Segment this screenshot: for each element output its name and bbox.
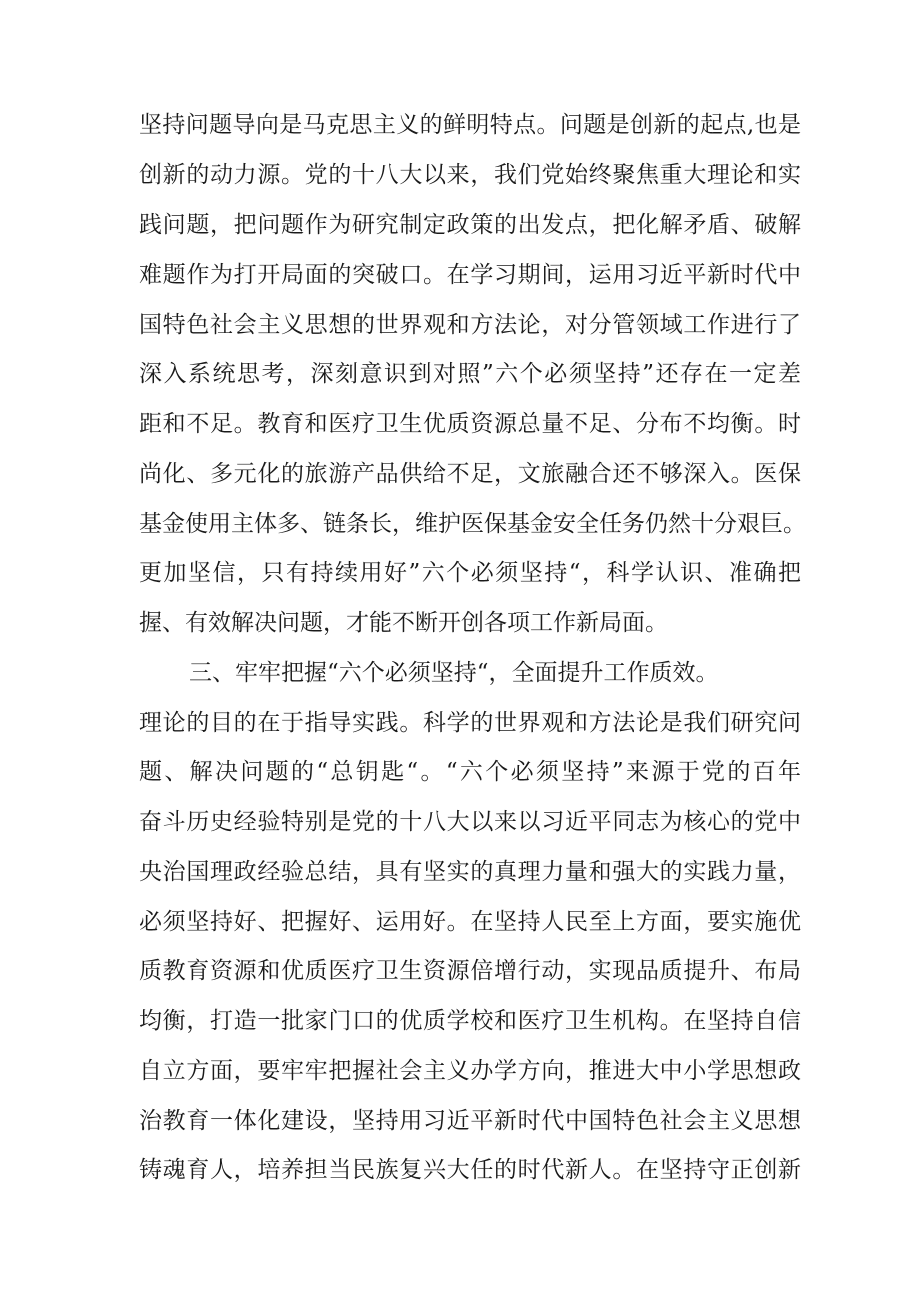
text-line-16: 央治国理政经验总结，具有坚实的真理力量和强大的实践力量， bbox=[139, 859, 801, 885]
text-line-9: 基金使用主体多、链条长，维护医保基金安全任务仍然十分艰巨。 bbox=[139, 511, 806, 537]
text-line-8: 尚化、多元化的旅游产品供给不足，文旅融合还不够深入。医保 bbox=[139, 461, 801, 487]
text-line-14: 题、解决问题的“总钥匙“。“六个必须坚持”来源于党的百年 bbox=[139, 759, 801, 785]
section-heading: 三、牢牢把握“六个必须坚持“，全面提升工作质效。 bbox=[189, 660, 719, 686]
text-line-17: 必须坚持好、把握好、运用好。在坚持人民至上方面，要实施优 bbox=[139, 909, 801, 935]
text-line-11: 握、有效解决问题，才能不断开创各项工作新局面。 bbox=[139, 610, 668, 636]
text-line-2: 创新的动力源。党的十八大以来，我们党始终聚焦重大理论和实 bbox=[139, 162, 801, 188]
text-line-10: 更加坚信，只有持续用好”六个必须坚持“，科学认识、准确把 bbox=[139, 560, 801, 586]
text-line-4: 难题作为打开局面的突破口。在学习期间，运用习近平新时代中 bbox=[139, 262, 801, 288]
text-line-3: 践问题，把问题作为研究制定政策的出发点，把化解矛盾、破解 bbox=[139, 212, 801, 238]
text-line-1: 坚持问题导向是马克思主义的鲜明特点。问题是创新的起点,也是 bbox=[139, 112, 801, 138]
text-line-19: 均衡，打造一批家门口的优质学校和医疗卫生机构。在坚持自信 bbox=[139, 1008, 801, 1034]
text-line-21: 治教育一体化建设，坚持用习近平新时代中国特色社会主义思想 bbox=[139, 1108, 801, 1134]
text-line-5: 国特色社会主义思想的世界观和方法论，对分管领域工作进行了 bbox=[139, 312, 801, 338]
text-line-13: 理论的目的在于指导实践。科学的世界观和方法论是我们研究问 bbox=[139, 710, 801, 736]
text-line-18: 质教育资源和优质医疗卫生资源倍增行动，实现品质提升、布局 bbox=[139, 958, 801, 984]
text-line-6: 深入系统思考，深刻意识到对照”六个必须坚持”还存在一定差 bbox=[139, 361, 801, 387]
text-line-20: 自立方面，要牢牢把握社会主义办学方向，推进大中小学思想政 bbox=[139, 1058, 801, 1084]
text-line-7: 距和不足。教育和医疗卫生优质资源总量不足、分布不均衡。时 bbox=[139, 411, 801, 437]
text-line-22: 铸魂育人，培养担当民族复兴大任的时代新人。在坚持守正创新 bbox=[139, 1157, 801, 1183]
text-line-15: 奋斗历史经验特别是党的十八大以来以习近平同志为核心的党中 bbox=[139, 809, 801, 835]
